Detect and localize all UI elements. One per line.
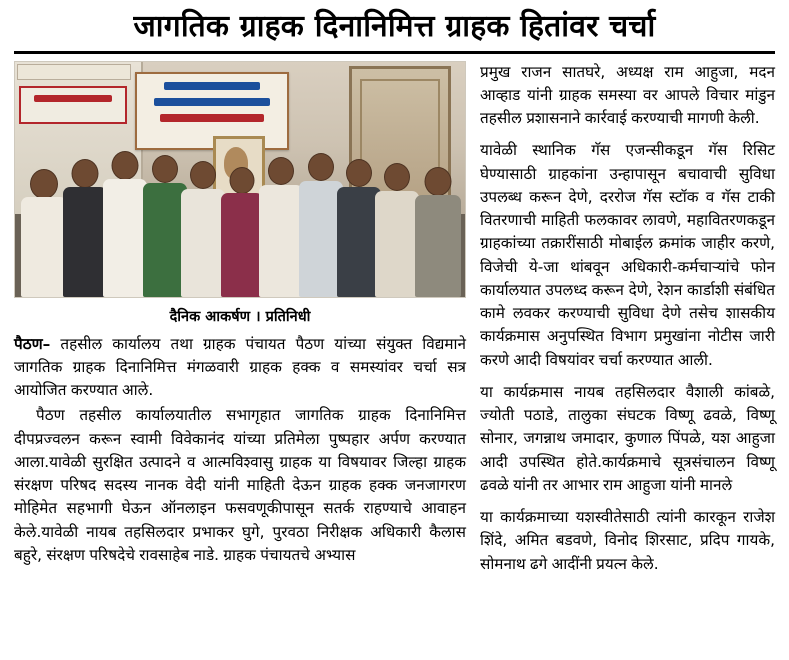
right-column [480,61,775,578]
photo-person [221,167,263,297]
photo-person [103,151,147,297]
photo-person [21,169,67,297]
person-body [375,191,419,297]
photo-person [181,161,225,297]
person-head [308,153,334,181]
paragraph-left-1 [14,333,466,403]
photo-person [259,157,303,297]
person-body [415,195,461,297]
paragraph-right-2: यावेळी स्थानिक गॅस एजन्सीकडून गॅस रिसिट घेण्यासाठी ग्राहकांना उन्हापासून बचावाची सुविधा उपलब्ध करून देणे, दररोज गॅस स्टॉक व गॅस टाकी वितरणाची माहिती फलकावर लावणे, महावितरणकडून ग्राहकांच्या तक्रारींसाठी मोबाईल क्रमांक जाहीर करणे, विजेची ये-जा थांबवून अधिकारी-कर्मचाऱ्यांचे फोन कार्यालयात उपलध्द करून देणे, रेशन कार्डाशी संबंधित कामे लवकर करण्याची सुविधा देणे तसेच शासकीय कार्यक्रमास अनुपस्थित विभाग प्रमुखांना नोटीस जारी करणे आदी विषयांवर चर्चा करण्यात आली. [480,141,775,369]
person-body [103,179,147,297]
paragraph-left-2: पैठण तहसील कार्यालयातील सभागृहात जागतिक ग्राहक दिनानिमित्त दीपप्रज्वलन करून स्वामी विवेकानंद यांच्या प्रतिमेला पुष्पहार अर्पण करण्यात आला.यावेळी सुरक्षित उत्पादने व आत्मविश्वासु ग्राहक या विषयावर जिल्हा ग्राहक संरक्षण परिषद सदस्य नानक वेदी यांनी माहिती देऊन ग्राहक हक्क जनजागरण मोहिमेत सहभागी घेऊन ऑनलाइन फसवणूकीपासून सतर्क राहण्याचे आवाहन केले.यावेळी नायब तहसिलदार प्रभाकर घुगे, पुरवठा निरीक्षक अधिकारी कैलास बहुरे, संरक्षण परिषदेचे रावसाहेब नाडे. ग्राहक पंचायतचे अभ्यास [14,406,466,564]
person-head [346,159,372,187]
article-photo [14,61,466,298]
photo-person [415,167,461,297]
page-title: जागतिक ग्राहक दिनानिमित्त ग्राहक हितांवर चर्चा [133,9,656,44]
person-head [268,157,294,185]
photo-top-sign [17,64,131,80]
photo-left-sign-text [34,95,112,102]
person-head [230,167,255,194]
photo-banner-line-3 [160,114,264,122]
photo-person [375,163,419,297]
photo-banner-line-1 [164,82,260,90]
left-column [14,61,466,570]
person-head [425,167,452,196]
paragraph-right-3: या कार्यक्रमास नायब तहसिलदार वैशाली कांबळे, ज्योती पठाडे, तालुका संघटक विष्णू ढवळे, विष्णू सोनार, जगन्नाथ जमादार, कुणाल पिंपळे, यश आहुजा आदी उपस्थित होते.कार्यक्रमाचे सूत्रसंचालन विष्णू ढवळे यांनी तर आभार राम आहुजा यांनी मानले [480,382,775,494]
person-head [112,151,139,180]
photo-banner [135,72,289,150]
dateline-lead: पैठण– [14,334,51,353]
photo-person [63,159,107,297]
person-head [30,169,58,199]
person-body [259,185,303,297]
person-head [72,159,99,188]
article-body [14,61,775,578]
person-head [384,163,410,191]
headline-divider [14,51,775,54]
person-head [190,161,216,189]
person-body [181,189,225,297]
photo-caption: दैनिक आकर्षण । प्रतिनिधी [169,308,311,325]
person-body [21,197,67,297]
person-body [63,187,107,297]
photo-scene [15,62,465,297]
person-body [221,193,263,297]
photo-banner-line-2 [154,98,270,106]
paragraph-right-4: या कार्यक्रमाच्या यशस्वीतेसाठी त्यांनी कारकून राजेश शिंदे, अमित बडवणे, विनोद शिरसाट, प्रदिप गायके, सोमनाथ ढगे आदींनी प्रयत्न केले. [480,508,775,573]
person-head [152,155,178,183]
paragraph-right-1: प्रमुख राजन सातघरे, अध्यक्ष राम आहुजा, मदन आव्हाड यांनी ग्राहक समस्या वर आपले विचार मांडुन तहसील प्रशासनाने कार्रवाई करण्याची मागणी केली. [480,62,775,127]
photo-left-sign [19,86,127,124]
paragraph-left-1-text: तहसील कार्यालय तथा ग्राहक पंचायत पैठण यांच्या संयुक्त विद्यमाने जागतिक ग्राहक दिनानिमित्त मंगळवारी ग्राहक हक्क व समस्यांवर चर्चा सत्र आयोजित करण्यात आले. [14,334,466,399]
